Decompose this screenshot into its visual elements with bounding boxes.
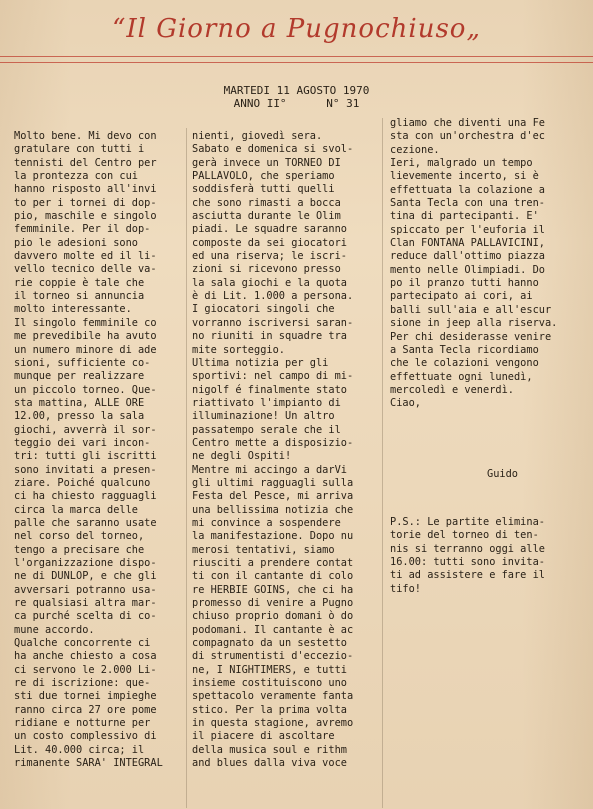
- text-line: ci ha chiesto ragguagli: [14, 490, 157, 503]
- text-line: gerà invece un TORNEO DI: [192, 156, 341, 169]
- text-line: mune accordo.: [14, 623, 95, 636]
- text-line: ed una riserva; le iscri-: [192, 250, 347, 263]
- postscript-line: torie del torneo di ten-: [390, 529, 539, 542]
- text-line: to per i tornei di dop-: [14, 196, 157, 209]
- text-line: Ultima notizia per gli: [192, 356, 329, 369]
- text-line: mercoledì e venerdì.: [390, 383, 514, 396]
- text-line: stico. Per la prima volta: [192, 703, 347, 716]
- signature: Guido: [487, 468, 518, 480]
- text-line: una bellissima notizia che: [192, 503, 354, 516]
- text-line: tina di partecipanti. E': [390, 210, 539, 223]
- text-line: la manifestazione. Dopo nu: [192, 530, 354, 543]
- text-line: ziare. Poiché qualcuno: [14, 476, 151, 489]
- text-line: chiuso proprio domani ò do: [192, 610, 354, 623]
- text-line: Lit. 40.000 circa; il: [14, 743, 145, 756]
- text-line: tri: tutti gli iscritti: [14, 450, 157, 463]
- text-line: Ieri, malgrado un tempo: [390, 157, 533, 170]
- article-column-2: [192, 130, 353, 771]
- text-line: che sono rimasti a bocca: [192, 196, 341, 209]
- text-line: teggio dei vari incon-: [14, 436, 151, 449]
- text-line: ranno circa 27 ore pome: [14, 703, 157, 716]
- postscript-line: tifo!: [390, 582, 421, 595]
- text-line: ca purché scelta di co-: [14, 610, 157, 623]
- postscript-line: ti ad assistere e fare il: [390, 569, 545, 582]
- text-line: ha anche chiesto a cosa: [14, 650, 157, 663]
- text-line: femminile. Per il dop-: [14, 223, 151, 236]
- text-line: Mentre mi accingo a darVi: [192, 463, 347, 476]
- text-line: po il pranzo tutti hanno: [390, 277, 539, 290]
- issue-number: ANNO II° N° 31: [233, 97, 360, 110]
- text-line: zioni si ricevono presso: [192, 263, 341, 276]
- text-line: effettuata la colazione a: [390, 183, 545, 196]
- text-line: hanno risposto all'invi: [14, 183, 157, 196]
- postscript-line: 16.00: tutti sono invita-: [390, 556, 545, 569]
- text-line: mento nelle Olimpiadi. Do: [390, 263, 545, 276]
- text-line: sione in jeep alla riserva.: [390, 317, 558, 330]
- text-line: della musica soul e rithm: [192, 743, 347, 756]
- text-line: illuminazione! Un altro: [192, 410, 335, 423]
- column-divider-1: [186, 128, 187, 808]
- text-line: I giocatori singoli che: [192, 303, 335, 316]
- text-line: riusciti a prendere contat: [192, 557, 354, 569]
- column-divider-2: [382, 118, 383, 808]
- text-line: a Santa Tecla ricordiamo: [390, 343, 539, 356]
- text-line: vorranno iscriversi saran-: [192, 316, 354, 329]
- postscript-line: P.S.: Le partite elimina-: [390, 516, 545, 528]
- text-line: re di iscrizione: que-: [14, 677, 151, 690]
- masthead-title: “Il Giorno a Pugnochiuso„: [112, 14, 481, 44]
- text-line: gli ultimi ragguagli sulla: [192, 476, 354, 489]
- text-line: un costo complessivo di: [14, 730, 157, 743]
- text-line: è di Lit. 1.000 a persona.: [192, 290, 354, 303]
- text-line: circa la marca delle: [14, 503, 138, 516]
- text-line: nel corso del torneo,: [14, 530, 145, 543]
- text-line: ti con il cantante di colo: [192, 570, 354, 583]
- text-line: piadi. Le squadre saranno: [192, 223, 347, 236]
- text-line: and blues dalla viva voce: [192, 757, 347, 770]
- dateline: [0, 84, 593, 110]
- text-line: spiccato per l'euforia il: [390, 223, 545, 236]
- text-line: effettuate ogni lunedì,: [390, 370, 533, 383]
- text-line: Santa Tecla con una tren-: [390, 197, 545, 210]
- text-line: Molto bene. Mi devo con: [14, 130, 157, 142]
- text-line: sti due tornei impieghe: [14, 690, 157, 703]
- text-line: balli sull'aia e all'escur: [390, 303, 552, 316]
- text-line: nienti, giovedì sera.: [192, 130, 323, 142]
- text-line: che le colazioni vengono: [390, 357, 539, 370]
- text-line: sta mattina, ALLE ORE: [14, 396, 145, 409]
- text-line: soddisferà tutti quelli: [192, 183, 335, 196]
- text-line: podomani. Il cantante è ac: [192, 623, 354, 636]
- postscript: [390, 516, 545, 596]
- text-line: no riuniti in squadre tra: [192, 330, 347, 343]
- article-column-3: [390, 117, 557, 411]
- text-line: pio le adesioni sono: [14, 236, 138, 249]
- text-line: Qualche concorrente ci: [14, 637, 151, 650]
- article-column-1: [14, 130, 163, 771]
- text-line: re HERBIE GOINS, che ci ha: [192, 583, 354, 596]
- text-line: l'organizzazione dispo-: [14, 557, 157, 569]
- text-line: sono invitati a presen-: [14, 463, 157, 476]
- text-line: compagnato da un sestetto: [192, 637, 347, 650]
- text-line: la sala giochi e la quota: [192, 276, 347, 289]
- text-line: cezione.: [390, 143, 440, 156]
- text-line: di strumentisti d'eccezio-: [192, 650, 354, 663]
- postscript-line: nis si terranno oggi alle: [390, 542, 545, 555]
- text-line: ne di DUNLOP, e che gli: [14, 570, 157, 583]
- text-line: ci servono le 2.000 Li-: [14, 663, 157, 676]
- text-line: in questa stagione, avremo: [192, 717, 354, 730]
- text-line: munque per realizzare: [14, 370, 145, 383]
- date-text: MARTEDI 11 AGOSTO 1970: [223, 84, 370, 97]
- text-line: spettacolo veramente fanta: [192, 690, 354, 703]
- text-line: promesso di venire a Pugno: [192, 597, 354, 610]
- text-line: 12.00, presso la sala: [14, 410, 145, 423]
- text-line: vello tecnico delle va-: [14, 263, 157, 276]
- text-line: mi convince a sospendere: [192, 516, 341, 529]
- text-line: davvero molte ed il li-: [14, 250, 157, 263]
- text-line: il torneo si annuncia: [14, 290, 145, 303]
- text-line: asciutta durante le Olim: [192, 210, 341, 223]
- text-line: Festa del Pesce, mi arriva: [192, 490, 354, 503]
- text-line: tengo a precisare che: [14, 543, 145, 556]
- text-line: nigolf é finalmente stato: [192, 383, 347, 396]
- text-line: sportivi: nel campo di mi-: [192, 370, 354, 383]
- text-line: ne degli Ospiti!: [192, 450, 292, 463]
- text-line: gliamo che diventi una Fe: [390, 117, 545, 129]
- text-line: ridiane e notturne per: [14, 717, 151, 730]
- text-line: ne, I NIGHTIMERS, e tutti: [192, 663, 347, 676]
- text-line: passatempo serale che il: [192, 423, 341, 436]
- text-line: il piacere di ascoltare: [192, 730, 335, 743]
- text-line: merosi tentativi, siamo: [192, 543, 335, 556]
- text-line: tennisti del Centro per: [14, 156, 157, 169]
- text-line: sioni, sufficiente co-: [14, 356, 151, 369]
- text-line: palle che saranno usate: [14, 516, 157, 529]
- text-line: rie coppie è tale che: [14, 276, 145, 289]
- text-line: insieme costituiscono uno: [192, 677, 347, 690]
- text-line: lievemente incerto, si è: [390, 170, 539, 183]
- text-line: Sabato e domenica si svol-: [192, 143, 354, 156]
- text-line: Clan FONTANA PALLAVICINI,: [390, 237, 545, 250]
- masthead-rule-bottom: [0, 62, 593, 63]
- text-line: un numero minore di ade: [14, 343, 157, 356]
- text-line: me prevedibile ha avuto: [14, 330, 157, 343]
- text-line: Centro mette a disposizio-: [192, 436, 354, 449]
- text-line: molto interessante.: [14, 303, 132, 316]
- text-line: composte da sei giocatori: [192, 236, 347, 249]
- text-line: mite sorteggio.: [192, 343, 285, 356]
- text-line: PALLAVOLO, che speriamo: [192, 170, 335, 183]
- text-line: sta con un'orchestra d'ec: [390, 130, 545, 143]
- text-line: Per chi desiderasse venire: [390, 330, 552, 343]
- text-line: giochi, avverrà il sor-: [14, 423, 157, 436]
- text-line: rimanente SARA' INTEGRAL: [14, 757, 163, 770]
- text-line: la prontezza con cui: [14, 170, 138, 183]
- text-line: re qualsiasi altra mar-: [14, 597, 157, 610]
- text-line: gratulare con tutti i: [14, 143, 145, 156]
- text-line: reduce dall'ottimo piazza: [390, 250, 545, 263]
- text-line: Ciao,: [390, 397, 421, 410]
- text-line: un piccolo torneo. Que-: [14, 383, 157, 396]
- text-line: Il singolo femminile co: [14, 316, 157, 329]
- masthead-rule-top: [0, 56, 593, 57]
- text-line: pio, maschile e singolo: [14, 210, 157, 223]
- text-line: partecipato ai cori, ai: [390, 290, 533, 303]
- text-line: riattivato l'impianto di: [192, 396, 341, 409]
- text-line: avversari potranno usa-: [14, 583, 157, 596]
